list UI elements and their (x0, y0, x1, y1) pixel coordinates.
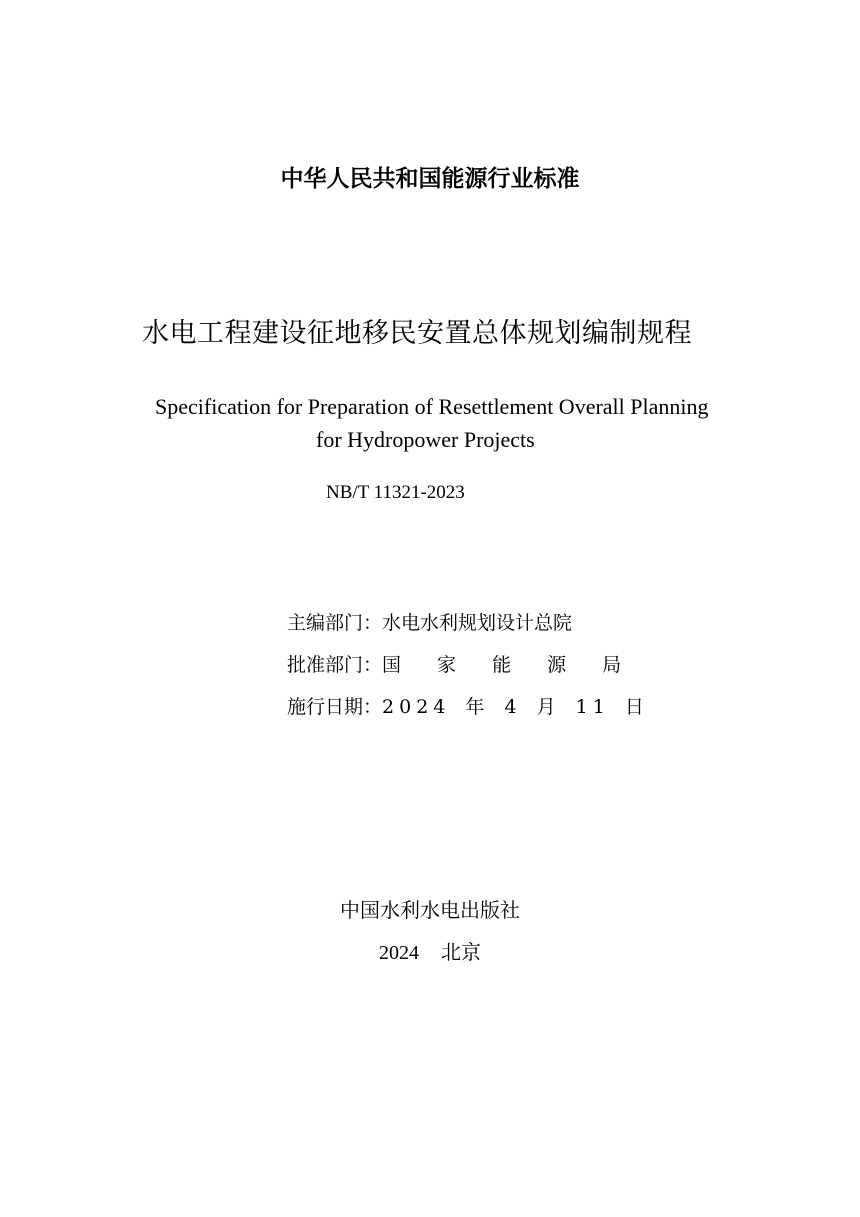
publication-year: 2024 (379, 942, 419, 964)
publication-city: 北京 (441, 940, 481, 964)
editor-value: 水电水利规划设计总院 (382, 612, 573, 634)
approver-row (287, 656, 636, 675)
title-chinese: 水电工程建设征地移民安置总体规划编制规程 (142, 318, 692, 349)
effective-date-label: 施行日期： (287, 696, 383, 718)
standard-category-heading: 中华人民共和国能源行业标准 (280, 166, 580, 192)
effective-date-row (287, 698, 649, 717)
editor-label: 主编部门： (287, 612, 383, 634)
standard-number: NB/T 11321-2023 (326, 482, 465, 503)
effective-date-value: 2024 年 4 月 11 日 (382, 696, 649, 718)
approver-value: 国 家 能 源 局 (382, 654, 637, 676)
publication-line (0, 942, 860, 963)
publisher-name: 中国水利水电出版社 (340, 898, 520, 922)
approver-label: 批准部门： (287, 654, 383, 676)
editor-row (287, 614, 572, 633)
title-english-line-1: Specification for Preparation of Resettlement Overall Planning (155, 394, 709, 419)
title-english-line-2: for Hydropower Projects (316, 427, 535, 452)
